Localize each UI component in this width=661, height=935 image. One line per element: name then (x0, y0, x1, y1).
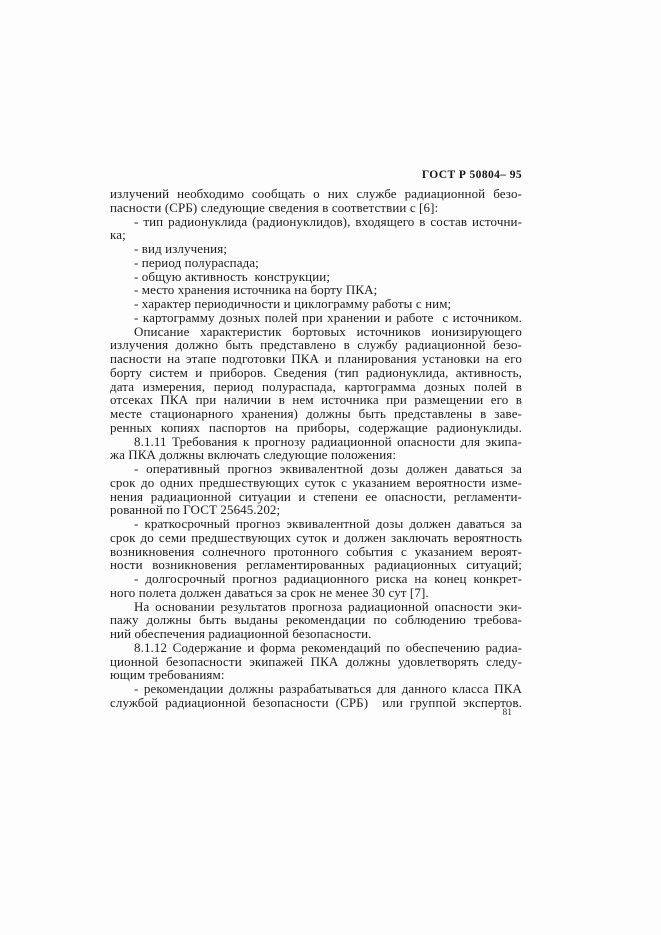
text-line: жа ПКА должны включать следующие положения: (110, 447, 397, 463)
text-line: - вид излучения; (134, 241, 228, 256)
standard-code-header: ГОСТ Р 50804– 95 (421, 169, 522, 181)
text-line: 8.1.11 Требования к прогнозу радиационной опасности для экипа- (134, 433, 522, 449)
text-line: службой радиационной безопасности (СРБ) или группой экспертов. (110, 694, 522, 710)
text-line: - краткосрочный прогноз эквивалентной дозы должен даваться за (134, 516, 522, 531)
text-line: 8.1.12 Содержание и форма рекомендаций по обеспечению радиа- (134, 639, 522, 655)
text-line: пасности (СРБ) следующие сведения в соответствии с [6]: (110, 199, 439, 215)
text-line: - характер периодичности и циклограмму работы с ним; (134, 296, 452, 311)
text-line: ности возникновения регламентированных радиационных ситуаций; (110, 557, 522, 573)
text-line: ционной безопасности экипажей ПКА должны удовлетворять следу- (110, 653, 522, 669)
text-line: ка; (110, 227, 126, 243)
text-line: - общую активность конструкции; (134, 268, 331, 284)
text-line: ренных копиях паспортов на приборы, содержащие радионуклиды. (110, 419, 522, 435)
text-line: - место хранения источника на борту ПКА; (134, 282, 378, 298)
text-line: дата измерения, период полураспада, картограмма дозных полей в (110, 378, 522, 394)
text-line: пажу должны быть выданы рекомендации по соблюдению требова- (110, 612, 522, 628)
text-line: излучения должно быть представлено в службу радиационной безо- (110, 337, 522, 353)
text-line: - период полураспада; (134, 254, 259, 270)
text-block (110, 187, 522, 710)
text-line: излучений необходимо сообщать о них службе радиационной безо- (110, 186, 522, 201)
text-line: - долгосрочный прогноз радиационного риска на конец конкрет- (134, 571, 522, 586)
text-line: отсеках ПКА при наличии в нем источника при размещении его в (110, 392, 522, 408)
text-line: ного полета должен даваться за срок не менее 30 сут [7]. (110, 584, 429, 600)
text-line: нения радиационной ситуации и степени ее опасности, регламенти- (110, 488, 522, 504)
text-line: рованной по ГОСТ 25645.202; (110, 502, 281, 518)
page-number: 81 (502, 708, 512, 718)
text-line: - тип радионуклида (радионуклидов), входящего в состав источни- (134, 213, 522, 229)
text-line: ющим требованиям: (110, 667, 225, 683)
text-line: борту систем и приборов. Сведения (тип радионуклида, активность, (110, 364, 522, 380)
text-line: - оперативный прогноз эквивалентной дозы должен даваться за (134, 461, 522, 476)
text-line: Описание характеристик бортовых источников ионизирующего (134, 323, 522, 339)
text-line: - картограмму дозных полей при хранении и работе с источником. (134, 309, 522, 325)
text-line: На основании результатов прогноза радиационной опасности эки- (134, 598, 522, 614)
text-line: - рекомендации должны разрабатываться для данного класса ПКА (134, 681, 522, 696)
text-line: срок до одних предшествующих суток с указанием вероятности изме- (110, 474, 522, 490)
text-line: срок до семи предшествующих суток и должен заключать вероятность (110, 529, 522, 545)
text-line: возникновения солнечного протонного события с указанием вероят- (110, 543, 522, 559)
text-line: ний обеспечения радиационной безопасности. (110, 626, 372, 641)
text-line: пасности на этапе подготовки ПКА и планирования установки на его (110, 351, 522, 366)
text-line: месте стационарного хранения) должны быть представлены в заве- (110, 406, 522, 421)
